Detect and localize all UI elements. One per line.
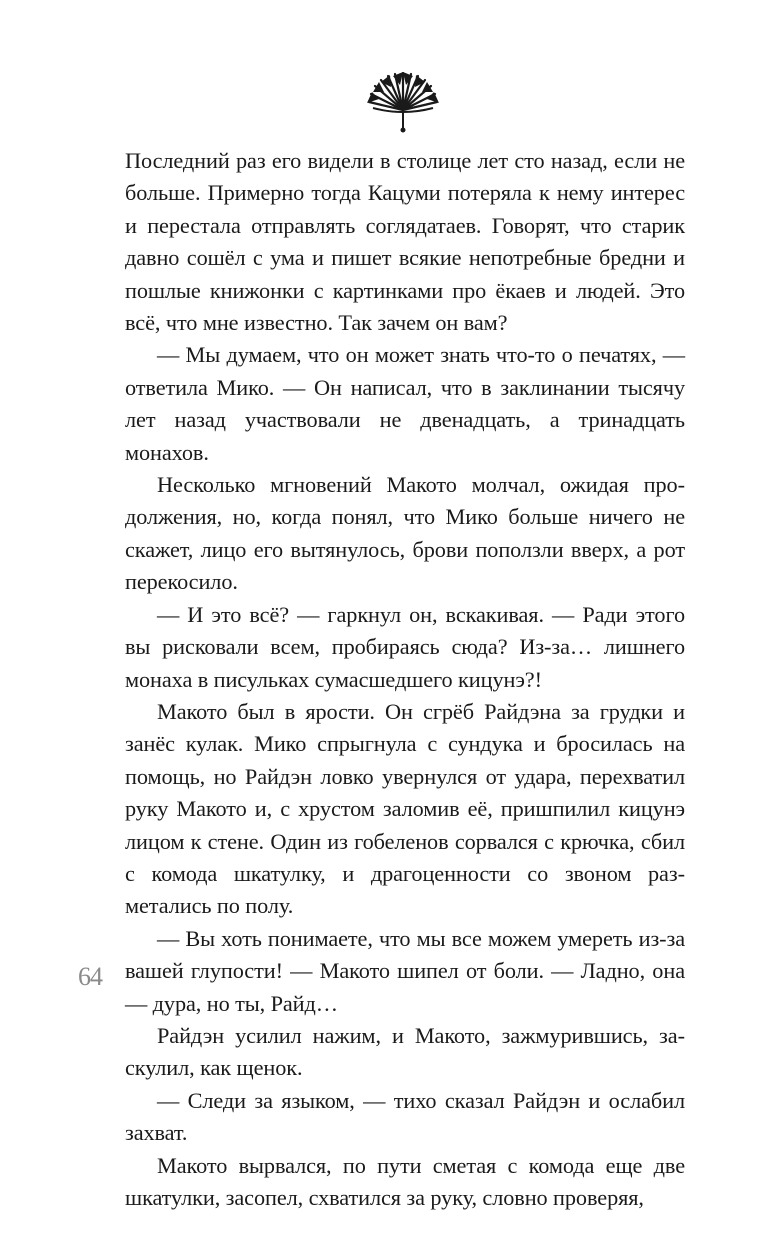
paragraph: — И это всё? — гаркнул он, вскакивая. — Ради этого вы рисковали всем, пробираясь сюда? Из-за… лишнего монаха в писульках сумасшедшего кицунэ?! xyxy=(125,601,685,692)
paragraph: — Следи за языком, — тихо сказал Райдэн и ослабил захват. xyxy=(125,1087,685,1146)
paragraph: — Мы думаем, что он может знать что-то о печатях, — ответила Мико. — Он написал, что в заклинании тысячу лет назад участвовали не двенадцать, а тринадцать монахов. xyxy=(125,342,685,465)
paragraph: Последний раз его видели в столице лет сто назад, если не больше. Примерно тогда Кацуми потеряла к нему интерес и перестала отправлять соглядатаев. Говорят, что старик давно сошёл с ума и пишет всякие непотребные бредни и пошлые книжонки с картинками про ёкаев и людей. Это всё, что мне известно. Так зачем он вам? xyxy=(125,148,685,336)
paragraph: Райдэн усилил нажим, и Макото, зажмурившись, заскулил, как щенок. xyxy=(125,1022,685,1081)
paragraph: Несколько мгновений Макото молчал, ожидая продолжения, но, когда понял, что Мико больше ничего не скажет, лицо его вытянулось, брови поползли вверх, а рот перекосило. xyxy=(125,472,685,595)
paragraph: Макото вырвался, по пути сметая с комода еще две шкатулки, засопел, схватился за руку, словно проверяя, xyxy=(125,1152,685,1210)
page-number: 64 xyxy=(78,962,102,991)
folding-fan-icon xyxy=(363,72,443,134)
paragraph: Макото был в ярости. Он сгрёб Райдэна за грудки и занёс кулак. Мико спрыгнула с сундука и бросилась на помощь, но Райдэн ловко увернулся от удара, перехватил руку Макото и, с хрустом заломив её, пришпилил кицунэ лицом к стене. Один из гобеленов сорвался с крючка, сбил с комода шкатулку, и драгоценности со звоном разметались по полу. xyxy=(125,698,685,919)
paragraph: — Вы хоть понимаете, что мы все можем умереть из-за вашей глупости! — Макото шипел от боли. — Ладно, она — дура, но ты, Райд… xyxy=(125,925,685,1016)
body-text xyxy=(125,145,685,1214)
